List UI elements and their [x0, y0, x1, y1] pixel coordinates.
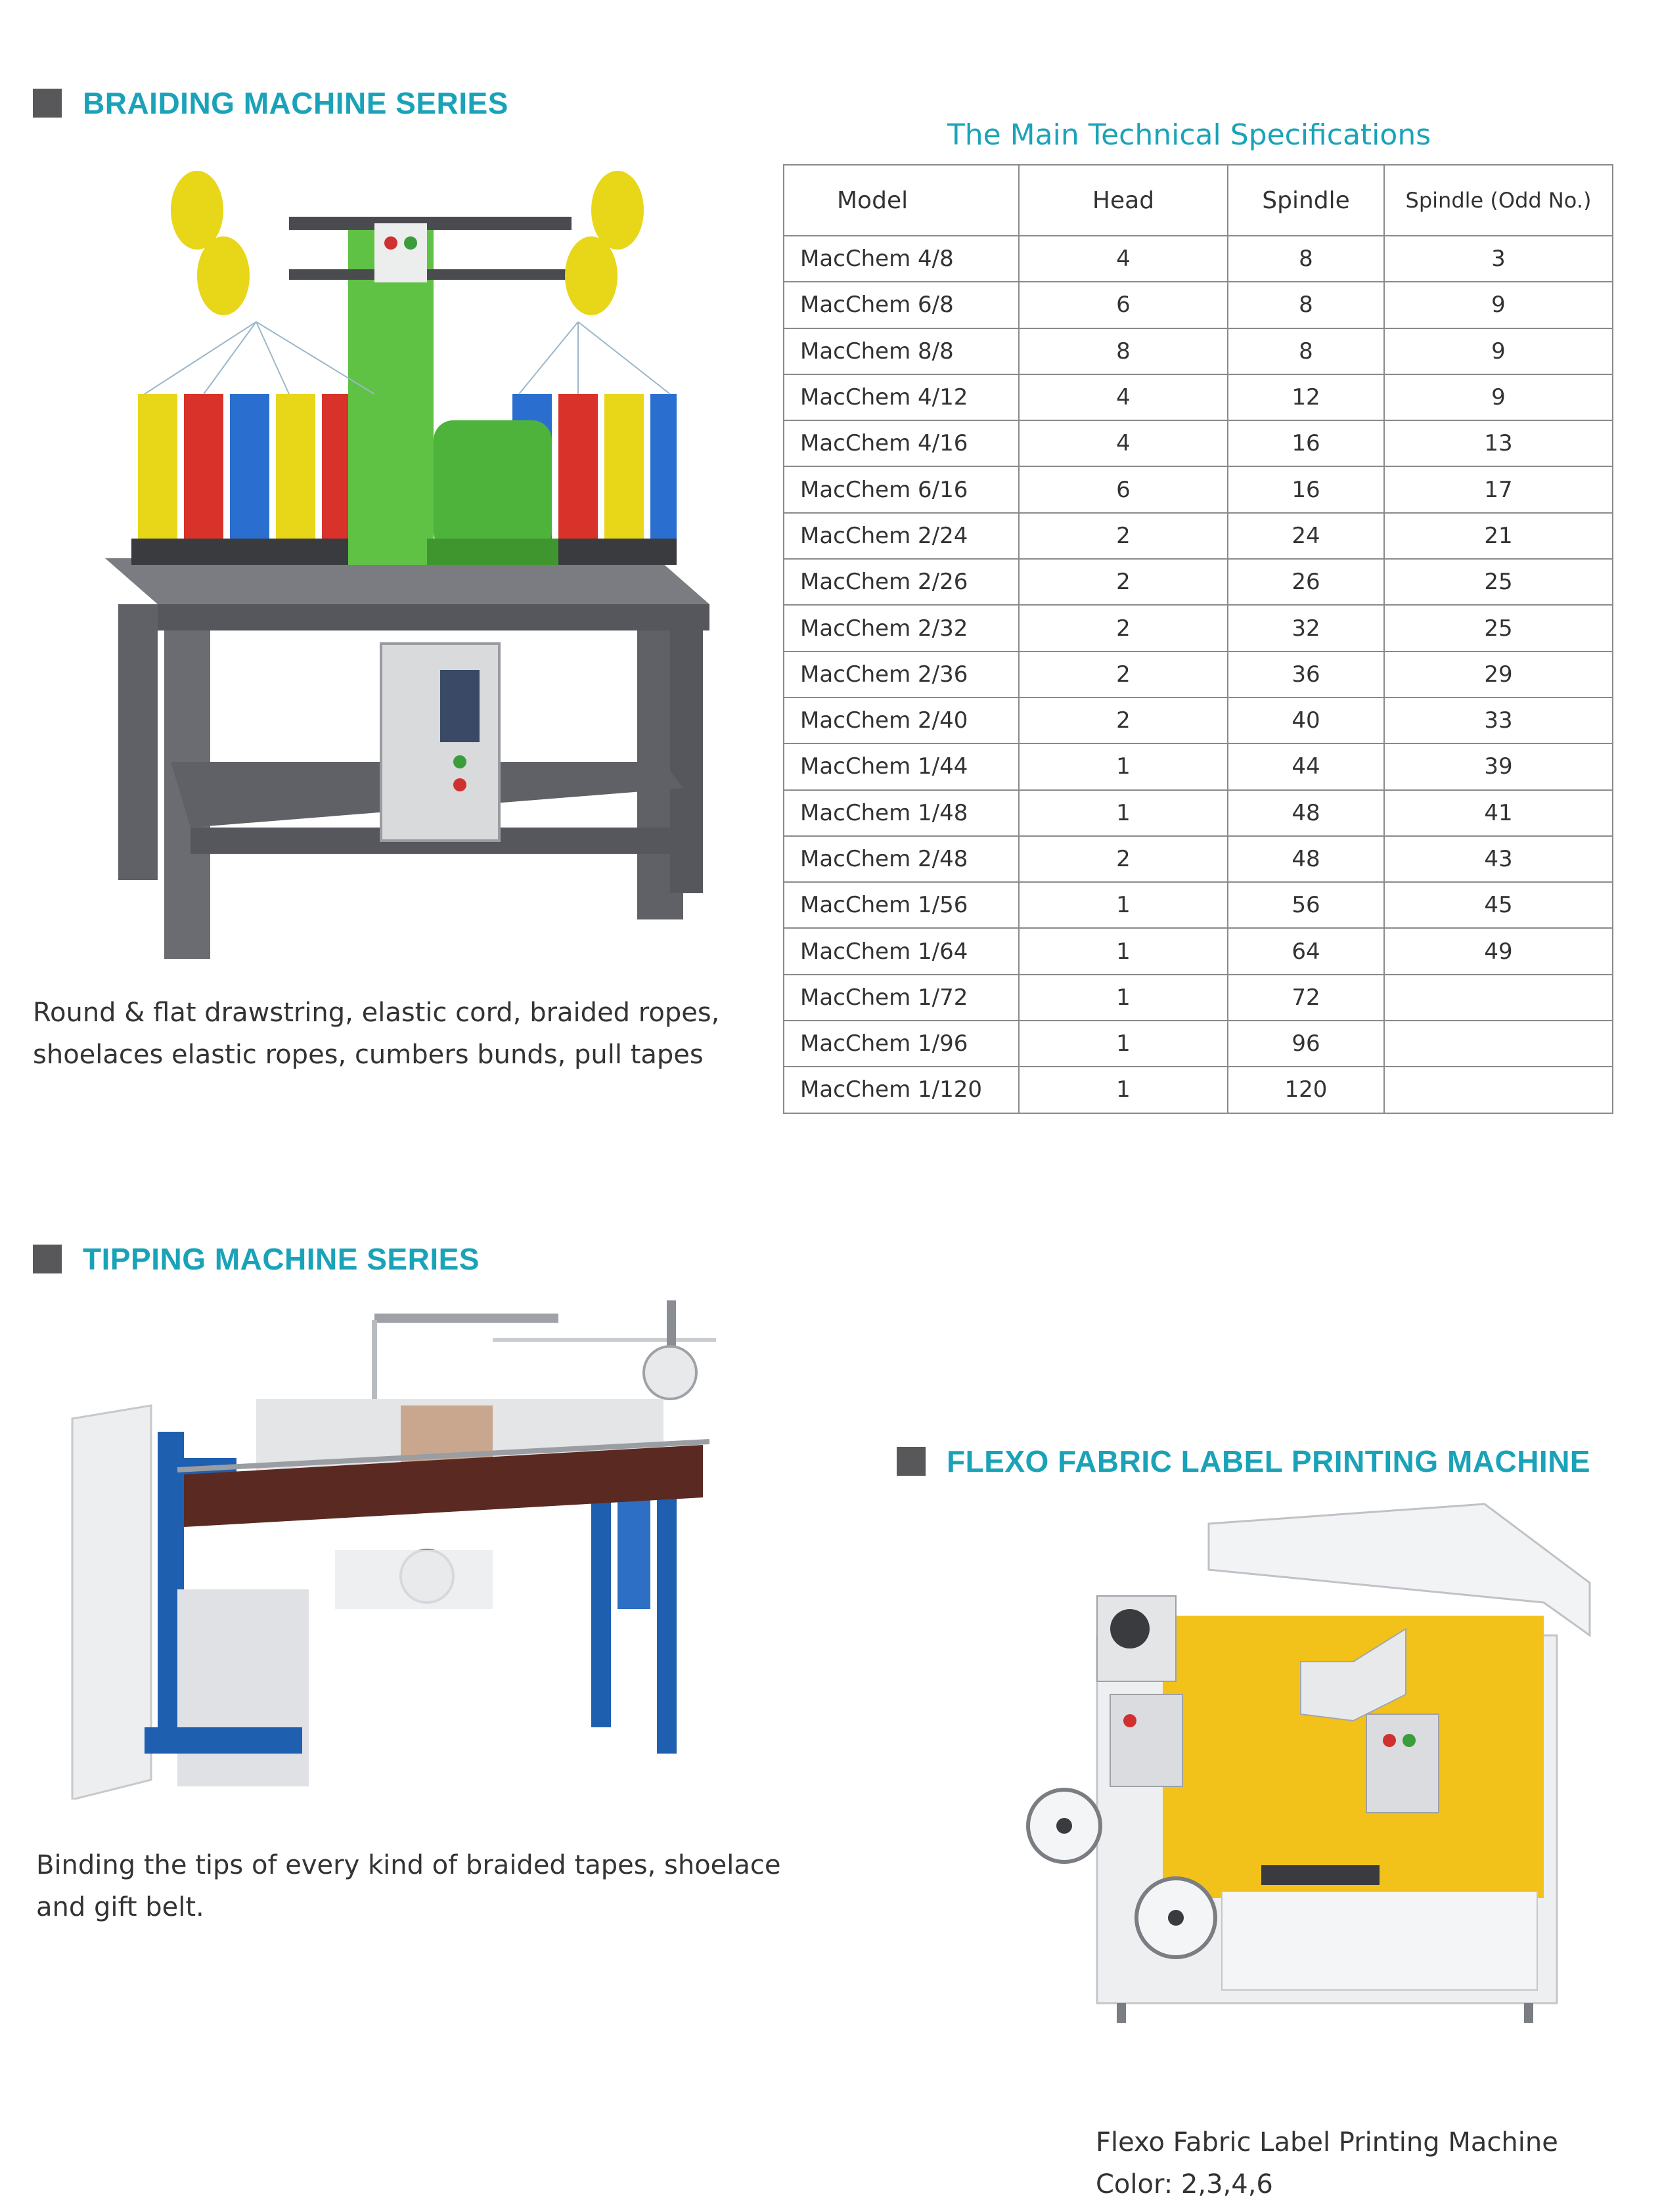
tipping-caption [36, 1844, 781, 1928]
square-bullet-icon [33, 1245, 62, 1273]
model-cell: MacChem 2/26 [784, 559, 1019, 605]
model-cell: MacChem 1/72 [784, 975, 1019, 1021]
square-bullet-icon [33, 89, 62, 118]
spindle-cell: 8 [1228, 328, 1384, 374]
model-cell: MacChem 8/8 [784, 328, 1019, 374]
square-bullet-icon [897, 1447, 926, 1476]
spindle-cell: 26 [1228, 559, 1384, 605]
head-cell: 2 [1019, 836, 1228, 882]
head-cell: 1 [1019, 1021, 1228, 1067]
spindle-odd-cell: 25 [1384, 605, 1613, 651]
table-row [784, 836, 1613, 882]
table-row [784, 236, 1613, 282]
model-cell: MacChem 2/24 [784, 513, 1019, 559]
flexo-machine-image [985, 1497, 1616, 2036]
model-cell: MacChem 1/64 [784, 928, 1019, 974]
spindle-odd-cell: 9 [1384, 328, 1613, 374]
spindle-odd-cell: 3 [1384, 236, 1613, 282]
column-header-spindle-odd: Spindle (Odd No.) [1384, 165, 1613, 236]
table-row [784, 559, 1613, 605]
spindle-cell: 56 [1228, 882, 1384, 928]
spindle-odd-cell: 9 [1384, 282, 1613, 328]
spec-table-header-row [784, 165, 1613, 236]
spindle-cell: 36 [1228, 652, 1384, 697]
table-row [784, 374, 1613, 420]
spindle-odd-cell: 13 [1384, 420, 1613, 466]
spindle-odd-cell: 41 [1384, 790, 1613, 836]
model-cell: MacChem 1/96 [784, 1021, 1019, 1067]
tipping-caption-line-2: and gift belt. [36, 1892, 204, 1922]
spindle-cell: 8 [1228, 236, 1384, 282]
table-row [784, 743, 1613, 789]
table-row [784, 420, 1613, 466]
column-header-spindle: Spindle [1228, 165, 1384, 236]
spindle-odd-cell [1384, 1067, 1613, 1113]
model-cell: MacChem 2/40 [784, 697, 1019, 743]
head-cell: 2 [1019, 652, 1228, 697]
tipping-machine-image [59, 1300, 775, 1800]
head-cell: 4 [1019, 420, 1228, 466]
spindle-cell: 24 [1228, 513, 1384, 559]
spindle-cell: 120 [1228, 1067, 1384, 1113]
flexo-section-header [897, 1444, 1590, 1479]
head-cell: 1 [1019, 743, 1228, 789]
spindle-odd-cell: 39 [1384, 743, 1613, 789]
table-row [784, 1021, 1613, 1067]
spindle-odd-cell: 25 [1384, 559, 1613, 605]
model-cell: MacChem 2/32 [784, 605, 1019, 651]
head-cell: 2 [1019, 559, 1228, 605]
tipping-caption-line-1: Binding the tips of every kind of braided tapes, shoelace [36, 1850, 781, 1880]
model-cell: MacChem 1/120 [784, 1067, 1019, 1113]
braiding-caption-line-1: Round & flat drawstring, elastic cord, braided ropes, [33, 998, 720, 1028]
spindle-odd-cell: 29 [1384, 652, 1613, 697]
table-row [784, 790, 1613, 836]
head-cell: 4 [1019, 236, 1228, 282]
spindle-cell: 40 [1228, 697, 1384, 743]
braiding-section-title: BRAIDING MACHINE SERIES [83, 86, 508, 120]
spindle-odd-cell: 21 [1384, 513, 1613, 559]
spindle-cell: 48 [1228, 790, 1384, 836]
head-cell: 1 [1019, 975, 1228, 1021]
model-cell: MacChem 2/48 [784, 836, 1019, 882]
table-row [784, 282, 1613, 328]
flexo-caption-line-1: Flexo Fabric Label Printing Machine [1096, 2127, 1558, 2157]
table-row [784, 466, 1613, 512]
head-cell: 2 [1019, 513, 1228, 559]
head-cell: 2 [1019, 605, 1228, 651]
braiding-machine-image [92, 171, 749, 979]
flexo-section-title: FLEXO FABRIC LABEL PRINTING MACHINE [947, 1444, 1591, 1478]
spindle-cell: 16 [1228, 466, 1384, 512]
head-cell: 2 [1019, 697, 1228, 743]
column-header-model: Model [784, 165, 1019, 236]
spindle-cell: 32 [1228, 605, 1384, 651]
model-cell: MacChem 6/8 [784, 282, 1019, 328]
spindle-cell: 64 [1228, 928, 1384, 974]
model-cell: MacChem 1/44 [784, 743, 1019, 789]
table-row [784, 697, 1613, 743]
model-cell: MacChem 2/36 [784, 652, 1019, 697]
spindle-cell: 72 [1228, 975, 1384, 1021]
table-row [784, 652, 1613, 697]
spindle-odd-cell: 43 [1384, 836, 1613, 882]
head-cell: 6 [1019, 466, 1228, 512]
column-header-head: Head [1019, 165, 1228, 236]
table-row [784, 882, 1613, 928]
spec-table [783, 164, 1613, 1114]
model-cell: MacChem 1/56 [784, 882, 1019, 928]
head-cell: 8 [1019, 328, 1228, 374]
table-row [784, 1067, 1613, 1113]
table-row [784, 605, 1613, 651]
braiding-caption-line-2: shoelaces elastic ropes, cumbers bunds, pull tapes [33, 1040, 704, 1070]
head-cell: 4 [1019, 374, 1228, 420]
table-row [784, 328, 1613, 374]
table-row [784, 928, 1613, 974]
spindle-odd-cell: 9 [1384, 374, 1613, 420]
spec-table-title: The Main Technical Specifications [947, 118, 1431, 152]
spindle-odd-cell [1384, 975, 1613, 1021]
tipping-section-header [33, 1241, 480, 1277]
spindle-cell: 12 [1228, 374, 1384, 420]
head-cell: 1 [1019, 1067, 1228, 1113]
spindle-odd-cell: 45 [1384, 882, 1613, 928]
table-row [784, 513, 1613, 559]
spindle-cell: 16 [1228, 420, 1384, 466]
spindle-cell: 8 [1228, 282, 1384, 328]
head-cell: 1 [1019, 928, 1228, 974]
spindle-odd-cell: 49 [1384, 928, 1613, 974]
spindle-odd-cell [1384, 1021, 1613, 1067]
head-cell: 1 [1019, 790, 1228, 836]
spindle-cell: 44 [1228, 743, 1384, 789]
tipping-section-title: TIPPING MACHINE SERIES [83, 1242, 480, 1276]
head-cell: 1 [1019, 882, 1228, 928]
model-cell: MacChem 4/8 [784, 236, 1019, 282]
flexo-caption-line-2: Color: 2,3,4,6 [1096, 2169, 1273, 2200]
head-cell: 6 [1019, 282, 1228, 328]
spindle-odd-cell: 33 [1384, 697, 1613, 743]
model-cell: MacChem 4/16 [784, 420, 1019, 466]
braiding-caption [33, 992, 719, 1076]
flexo-caption [1096, 2121, 1558, 2205]
spindle-odd-cell: 17 [1384, 466, 1613, 512]
model-cell: MacChem 6/16 [784, 466, 1019, 512]
spindle-cell: 96 [1228, 1021, 1384, 1067]
braiding-section-header [33, 85, 508, 121]
table-row [784, 975, 1613, 1021]
model-cell: MacChem 4/12 [784, 374, 1019, 420]
spindle-cell: 48 [1228, 836, 1384, 882]
model-cell: MacChem 1/48 [784, 790, 1019, 836]
